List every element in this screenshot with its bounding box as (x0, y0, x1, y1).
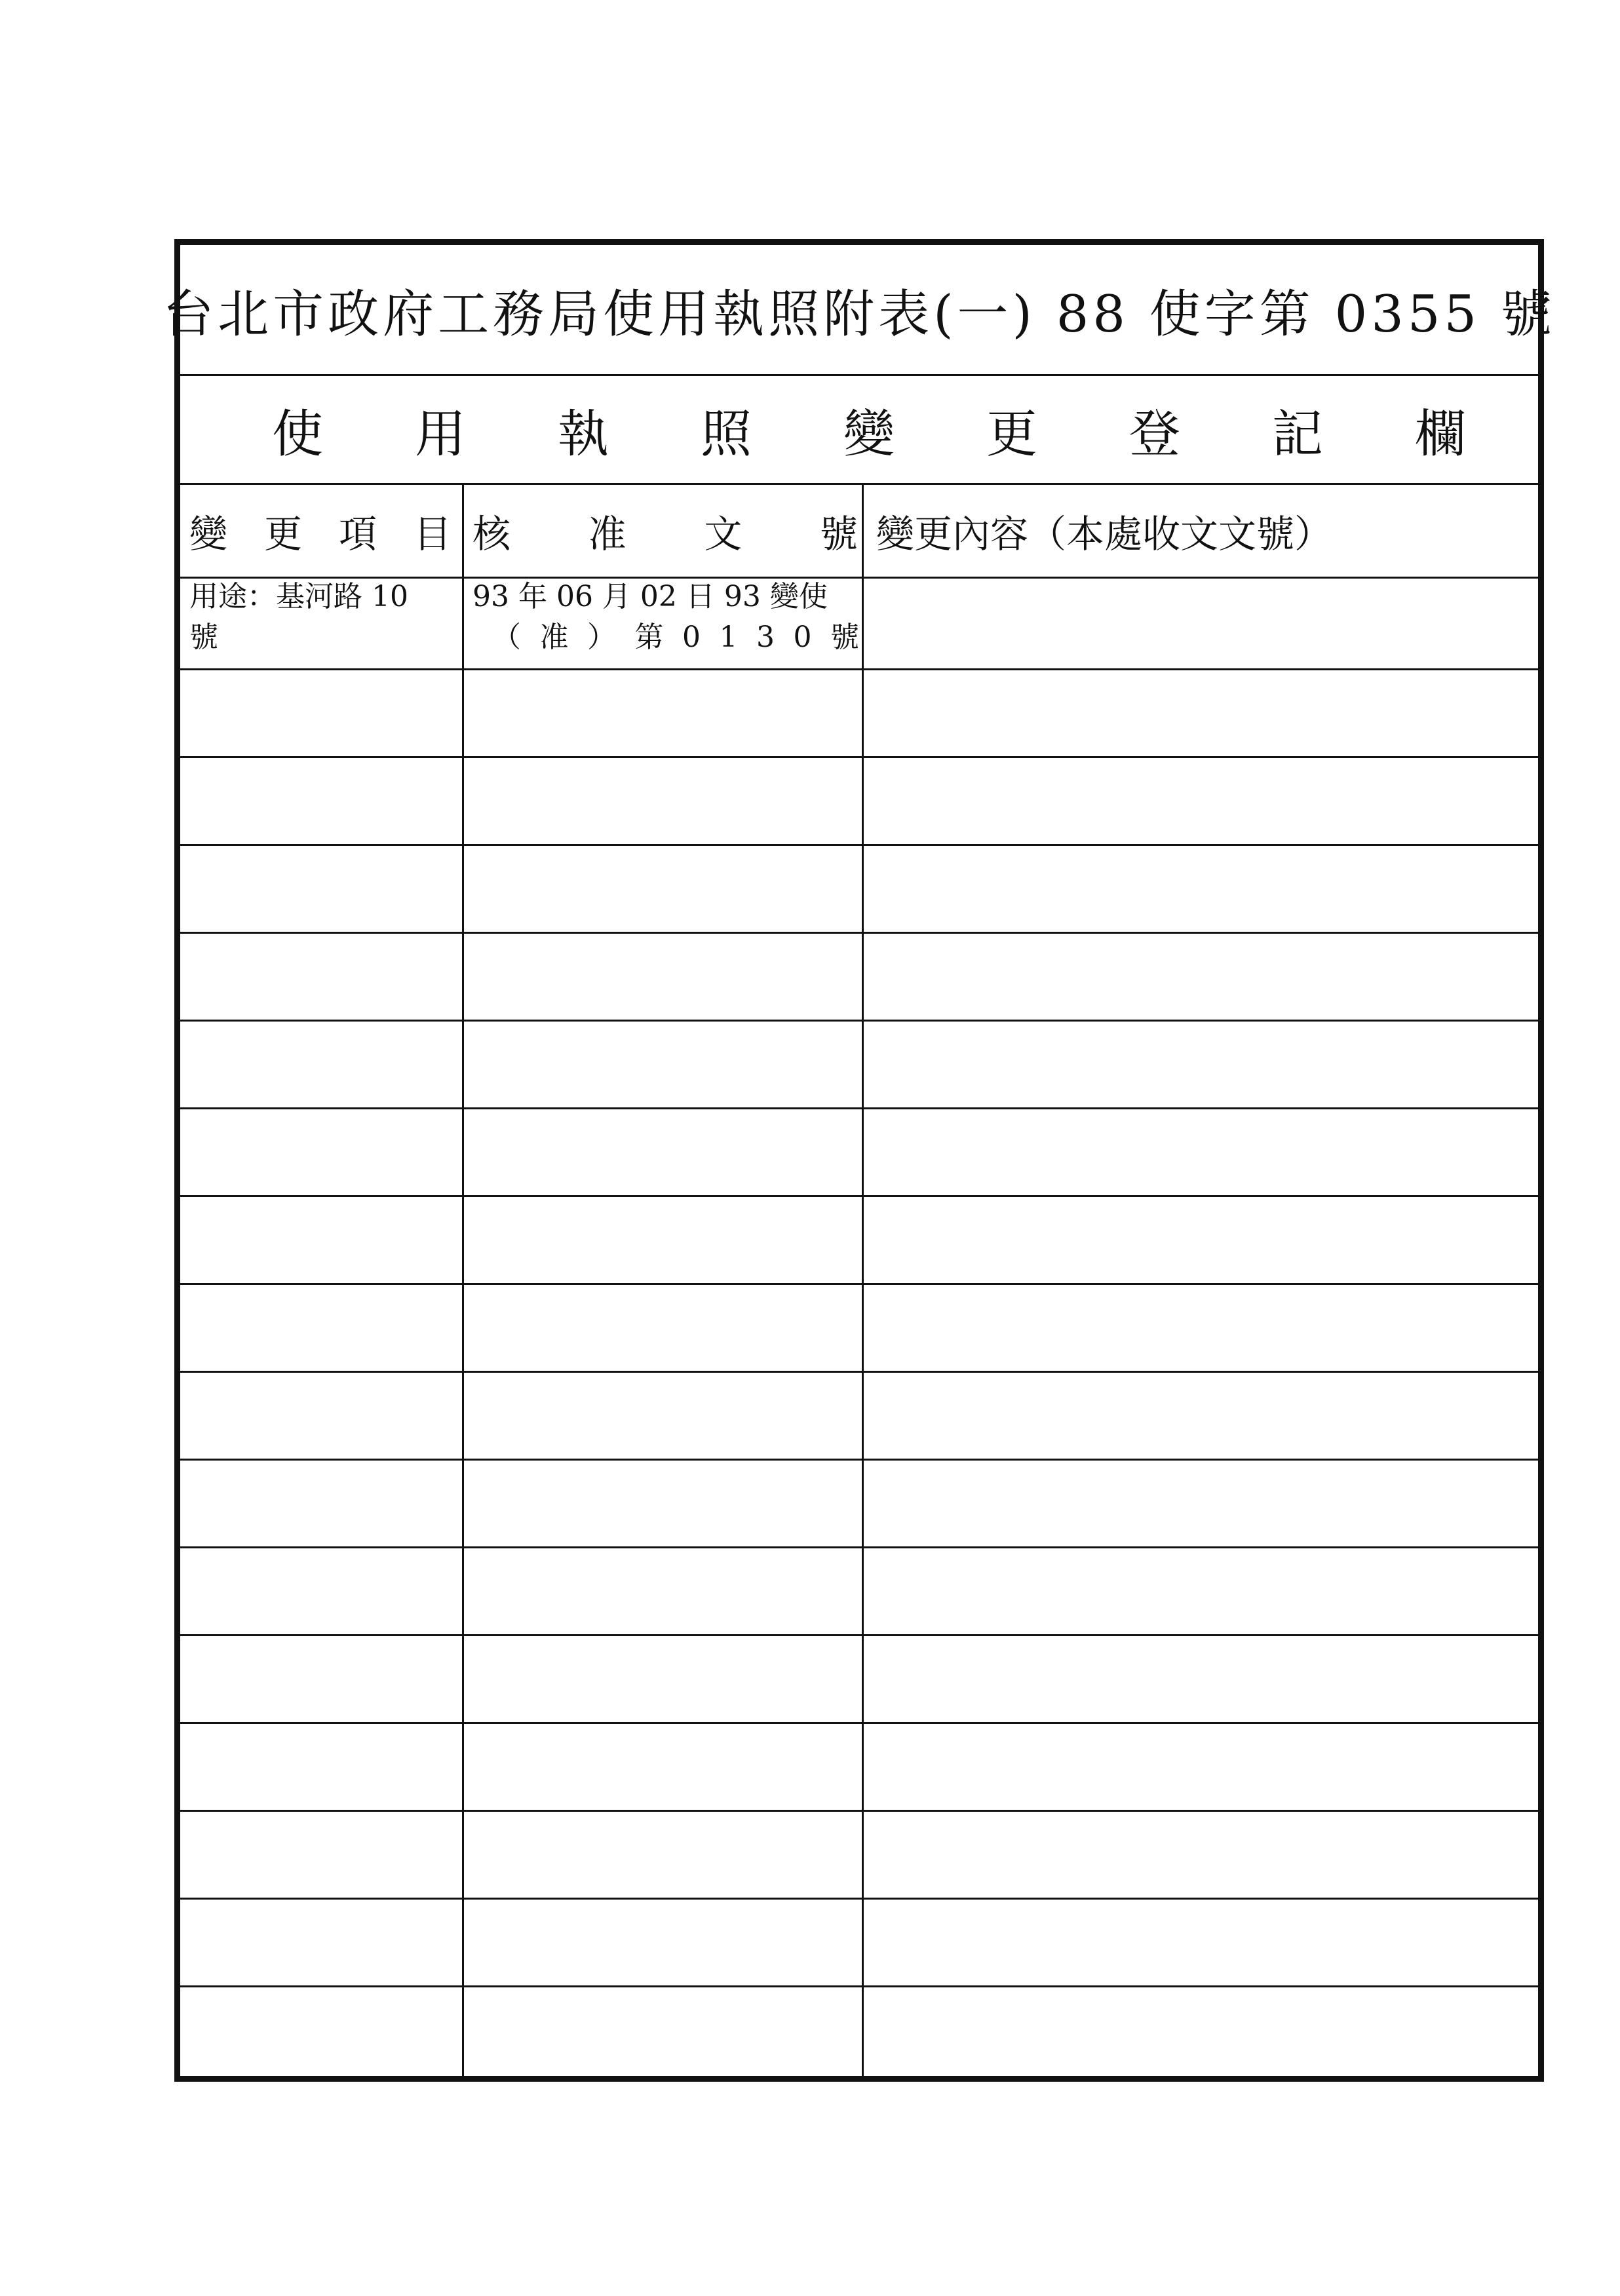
approval-line-2-char-1: 准 (539, 621, 569, 654)
table-cell-content (881, 577, 1530, 668)
row-divider (180, 1985, 1538, 1987)
item-line-1: 用途：基河路 10 (189, 580, 408, 613)
row-divider (180, 1722, 1538, 1724)
row-divider (180, 1898, 1538, 1900)
form-subtitle (180, 393, 1538, 467)
header-change-content-label: 變更內容（本處收文文號） (876, 512, 1333, 556)
subtitle-char-5: 更 (986, 404, 1037, 464)
subtitle-char-0: 使 (272, 404, 324, 464)
approval-line-2-char-2: ） (587, 621, 616, 654)
change-record-table (180, 485, 1538, 2076)
form-subtitle-row (180, 376, 1538, 485)
approval-line-2 (473, 617, 859, 658)
row-divider (180, 1107, 1538, 1109)
subtitle-char-8: 欄 (1414, 404, 1466, 464)
approval-line-2-char-6: 3 (756, 621, 775, 654)
header-item-char-0: 變 (189, 512, 228, 556)
header-item-char-2: 項 (338, 512, 377, 556)
header-change-item (189, 485, 452, 577)
license-attachment-form (163, 239, 1556, 2082)
header-item-char-3: 目 (413, 512, 452, 556)
header-change-content (876, 485, 1532, 577)
header-approval-number (473, 485, 858, 577)
subtitle-char-6: 登 (1128, 404, 1180, 464)
approval-line-2-char-0: （ (492, 621, 521, 654)
approval-line-2-char-4: 0 (682, 621, 701, 654)
approval-line-2-char-7: 0 (793, 621, 812, 654)
subtitle-char-3: 照 (700, 404, 752, 464)
row-divider (180, 1810, 1538, 1812)
row-divider (180, 1195, 1538, 1197)
row-divider (180, 932, 1538, 934)
subtitle-char-1: 用 (414, 404, 466, 464)
row-divider (180, 577, 1538, 579)
row-divider (180, 1546, 1538, 1548)
row-divider (180, 668, 1538, 670)
subtitle-char-2: 執 (557, 404, 609, 464)
row-divider (180, 756, 1538, 758)
approval-line-2-char-3: 第 (634, 621, 664, 654)
row-divider (180, 1020, 1538, 1022)
column-divider (862, 485, 864, 2076)
header-approval-char-2: 文 (704, 512, 742, 556)
row-divider (180, 1283, 1538, 1285)
approval-line-2-char-8: 號 (830, 621, 859, 654)
header-approval-char-3: 號 (819, 512, 858, 556)
row-divider (180, 844, 1538, 846)
item-line-2: 號 (189, 621, 218, 654)
table-cell-item (189, 577, 465, 668)
header-approval-char-1: 准 (588, 512, 627, 556)
approval-line-1: 93 年 06 月 02 日 93 變使 (473, 580, 828, 613)
column-divider (462, 485, 464, 2076)
subtitle-char-7: 記 (1271, 404, 1323, 464)
header-approval-char-0: 核 (473, 512, 511, 556)
table-cell-approval (473, 577, 859, 668)
row-divider (180, 1634, 1538, 1636)
subtitle-char-4: 變 (843, 404, 895, 464)
header-item-char-1: 更 (263, 512, 302, 556)
approval-line-2-char-5: 1 (719, 621, 738, 654)
row-divider (180, 1459, 1538, 1461)
row-divider (180, 1371, 1538, 1373)
form-title: 台北市政府工務局使用執照附表(一) 88 使字第 0355 號 (163, 284, 1556, 344)
form-title-row (163, 245, 1556, 376)
